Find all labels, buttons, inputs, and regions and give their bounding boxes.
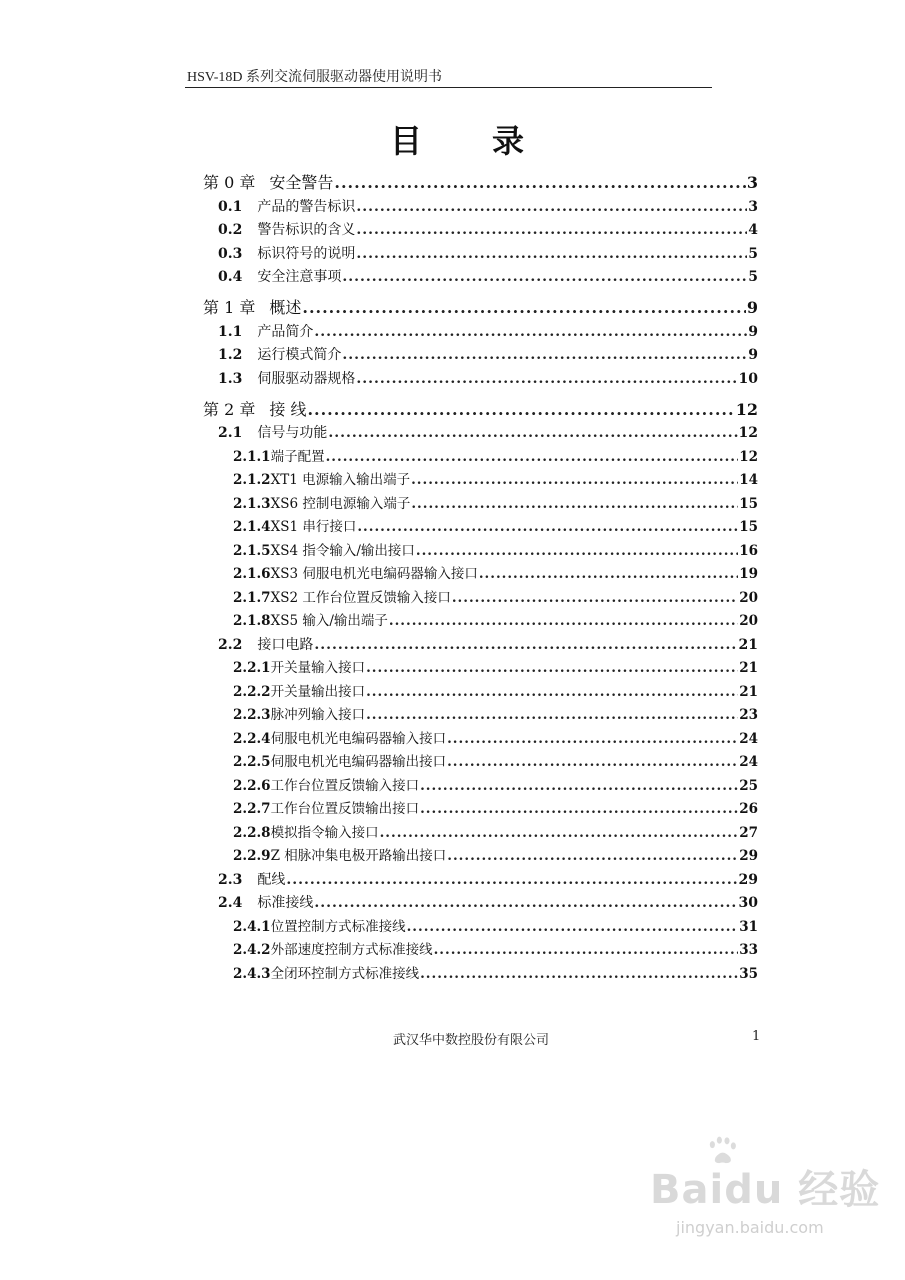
toc-leader-dots [328,422,737,444]
toc-leader-dots [389,610,738,632]
toc-entry-page: 9 [748,347,758,363]
toc-entry-label: 伺服电机光电编码器输入接口 [270,730,447,747]
toc-entry-number: 2.4 [218,895,243,911]
toc-entry[interactable] [233,681,758,703]
toc-entry-number: 2.4.1 [233,918,271,935]
toc-entry-label: 开关量输出接口 [270,683,366,700]
toc-entry[interactable] [218,892,758,914]
toc-entry-page: 29 [738,871,758,888]
toc-entry-label: 配线 [257,871,286,888]
toc-entry-number: 2.1.2 [233,472,271,488]
toc-leader-dots [356,196,747,218]
toc-entry[interactable] [218,219,758,241]
toc-entry-label: 信号与功能 [257,425,328,441]
toc-entry-label: 概述 [269,298,302,317]
toc-entry[interactable] [218,321,758,343]
toc-entry-label: XS4 指令输入/输出接口 [270,542,415,559]
toc-entry[interactable] [233,493,758,515]
toc-leader-dots [447,845,738,867]
toc-leader-dots [420,798,738,820]
toc-entry-label: 标准接线 [257,895,314,911]
toc-entry[interactable] [233,563,758,585]
toc-leader-dots [407,916,739,938]
toc-entry-page: 21 [739,683,758,700]
toc-entry-page: 3 [748,198,758,215]
toc-entry-label: 标识符号的说明 [257,245,356,262]
toc-leader-dots [366,657,738,679]
toc-entry-page: 9 [748,323,758,340]
toc-entry[interactable] [233,587,758,609]
toc-entry-label: 伺服驱动器规格 [257,370,356,387]
toc-entry-label: 端子配置 [270,448,325,465]
toc-entry-number: 2.2 [218,636,243,653]
toc-entry-number: 2.1.8 [233,613,271,629]
toc-entry[interactable] [218,266,758,288]
toc-entry[interactable] [233,963,758,985]
toc-entry-page: 21 [738,636,758,653]
toc-leader-dots [314,892,737,914]
toc-leader-dots [366,704,738,726]
toc-leader-dots [302,297,745,319]
toc-entry-number: 第 2 章 [203,399,256,419]
toc-leader-dots [479,563,738,585]
toc-entry-label: XS5 输入/输出端子 [270,613,388,629]
toc-leader-dots [356,243,747,265]
toc-entry-label: 开关量输入接口 [270,660,366,676]
toc-leader-dots [411,469,738,491]
toc-entry-label: 工作台位置反馈输出接口 [270,801,420,817]
toc-entry-label: 伺服电机光电编码器输出接口 [270,754,447,770]
toc-entry-page: 4 [748,222,758,238]
toc-entry[interactable] [233,728,758,750]
toc-entry-label: 警告标识的含义 [257,222,356,238]
toc-entry-page: 15 [739,495,758,512]
toc-entry-label: 模拟指令输入接口 [270,824,379,841]
toc-leader-dots [356,368,737,390]
toc-entry-page: 20 [739,589,758,606]
toc-entry-number: 2.1.6 [233,566,271,582]
toc-entry-number: 2.3 [218,871,243,888]
toc-entry-page: 19 [739,566,758,582]
toc-entry[interactable] [203,399,758,421]
toc-leader-dots [416,540,738,562]
toc-entry-number: 0.3 [218,245,243,262]
toc-entry-number: 2.2.8 [233,824,271,841]
toc-entry-page: 29 [739,848,758,864]
toc-entry-label: 位置控制方式标准接线 [270,918,406,935]
toc-entry-number: 2.2.1 [233,660,271,676]
toc-leader-dots [420,775,738,797]
toc-entry-page: 27 [739,824,758,841]
toc-entry[interactable] [233,516,758,538]
toc-entry[interactable] [233,775,758,797]
toc-entry[interactable] [218,422,758,444]
toc-entry-page: 15 [739,519,758,535]
toc-entry[interactable] [218,196,758,218]
toc-leader-dots [366,681,738,703]
toc-entry-page: 33 [739,942,758,958]
toc-leader-dots [452,587,738,609]
toc-leader-dots [342,344,747,366]
toc-entry[interactable] [233,657,758,679]
toc-leader-dots [342,266,747,288]
toc-entry[interactable] [233,704,758,726]
toc-entry[interactable] [233,822,758,844]
toc-leader-dots [447,751,738,773]
toc-entry[interactable] [218,344,758,366]
toc-entry[interactable] [233,845,758,867]
toc-entry[interactable] [233,751,758,773]
toc-entry-label: 全闭环控制方式标准接线 [270,965,420,982]
toc-entry-number: 2.2.2 [233,683,271,700]
toc-entry-page: 16 [739,542,758,559]
toc-entry-page: 30 [738,895,758,911]
toc-entry-label: XT1 电源输入输出端子 [270,472,411,488]
toc-entry-number: 1.3 [218,370,243,387]
toc-entry-page: 25 [739,777,758,794]
toc-entry-number: 2.1.4 [233,519,271,535]
toc-entry-page: 20 [739,613,758,629]
toc-entry[interactable] [218,634,758,656]
toc-entry-page: 3 [746,173,758,192]
toc-entry-label: 工作台位置反馈输入接口 [270,777,420,794]
toc-entry-label: Z 相脉冲集电极开路输出接口 [270,848,447,864]
toc-entry[interactable] [218,243,758,265]
toc-entry-label: XS3 伺服电机光电编码器输入接口 [270,566,478,582]
toc-leader-dots [326,446,739,468]
toc-entry[interactable] [233,540,758,562]
toc-entry-number: 2.4.3 [233,965,271,982]
page-title: 目录 [390,122,595,160]
toc-leader-dots [307,399,734,421]
toc-leader-dots [334,172,745,194]
toc-entry[interactable] [233,798,758,820]
toc-entry-label: XS2 工作台位置反馈输入接口 [270,589,451,606]
toc-entry-page: 35 [739,965,758,982]
toc-entry-page: 12 [738,425,758,441]
toc-entry-label: 接口电路 [257,636,314,653]
toc-entry-number: 第 0 章 [203,173,256,192]
toc-entry-number: 2.2.7 [233,801,271,817]
toc-entry[interactable] [203,172,758,194]
toc-entry-number: 2.1 [218,425,243,441]
toc-leader-dots [357,516,738,538]
toc-entry[interactable] [233,469,758,491]
toc-leader-dots [286,869,737,891]
toc-entry-label: 运行模式简介 [257,347,342,363]
toc-entry[interactable] [218,368,758,390]
footer-page-number: 1 [752,1029,761,1044]
toc-leader-dots [314,634,737,656]
watermark-brand: Baidu 经验 [650,1167,881,1213]
toc-entry[interactable] [233,916,758,938]
toc-entry-number: 2.2.6 [233,777,271,794]
toc-entry[interactable] [203,297,758,319]
toc-entry-number: 2.1.1 [233,448,271,465]
toc-leader-dots [314,321,747,343]
toc-entry-number: 2.1.5 [233,542,271,559]
toc-entry-label: XS6 控制电源输入端子 [270,495,411,512]
toc-entry-number: 2.2.3 [233,707,271,723]
toc-leader-dots [380,822,739,844]
toc-entry-page: 23 [739,707,758,723]
toc-entry-label: 安全警告 [269,173,334,192]
toc-entry-number: 2.2.4 [233,730,271,747]
toc-leader-dots [420,963,738,985]
toc-entry-number: 1.1 [218,323,243,340]
toc-leader-dots [447,728,738,750]
toc-entry-number: 0.1 [218,198,243,215]
toc-entry-number: 0.4 [218,269,243,285]
toc-leader-dots [411,493,738,515]
toc-entry-page: 9 [746,298,758,317]
toc-entry-label: 安全注意事项 [257,269,342,285]
toc-entry[interactable] [233,610,758,632]
toc-entry-page: 12 [735,399,758,419]
header-rule [185,87,712,88]
toc-entry-label: 产品简介 [257,323,314,340]
toc-entry-page: 5 [748,269,758,285]
toc-entry-page: 10 [738,370,758,387]
toc-entry-number: 2.2.5 [233,754,271,770]
toc-entry[interactable] [218,869,758,891]
toc-entry-number: 2.2.9 [233,848,271,864]
running-header: HSV-18D 系列交流伺服驱动器使用说明书 [187,70,442,85]
toc-entry-page: 21 [739,660,758,676]
watermark-url: jingyan.baidu.com [676,1218,824,1237]
toc-entry-number: 2.1.3 [233,495,271,512]
toc-leader-dots [434,939,739,961]
toc-entry-page: 14 [739,472,758,488]
toc-entry-number: 第 1 章 [203,298,256,317]
toc-entry-page: 24 [739,730,758,747]
toc-entry-number: 2.1.7 [233,589,271,606]
toc-entry-page: 24 [739,754,758,770]
toc-entry-page: 5 [748,245,758,262]
toc-leader-dots [356,219,747,241]
toc-entry-label: XS1 串行接口 [270,519,357,535]
toc-entry-label: 外部速度控制方式标准接线 [270,942,433,958]
toc-entry-label: 产品的警告标识 [257,198,356,215]
toc-entry-number: 0.2 [218,222,243,238]
toc-entry-number: 1.2 [218,347,243,363]
toc-entry-label: 脉冲列输入接口 [270,707,366,723]
toc-entry-page: 31 [739,918,758,935]
toc-entry-page: 26 [739,801,758,817]
toc-entry-number: 2.4.2 [233,942,271,958]
toc-entry[interactable] [233,446,758,468]
toc-entry[interactable] [233,939,758,961]
toc-entry-label: 接 线 [269,399,307,419]
toc-entry-page: 12 [739,448,758,465]
footer-company: 武汉华中数控股份有限公司 [393,1033,550,1048]
